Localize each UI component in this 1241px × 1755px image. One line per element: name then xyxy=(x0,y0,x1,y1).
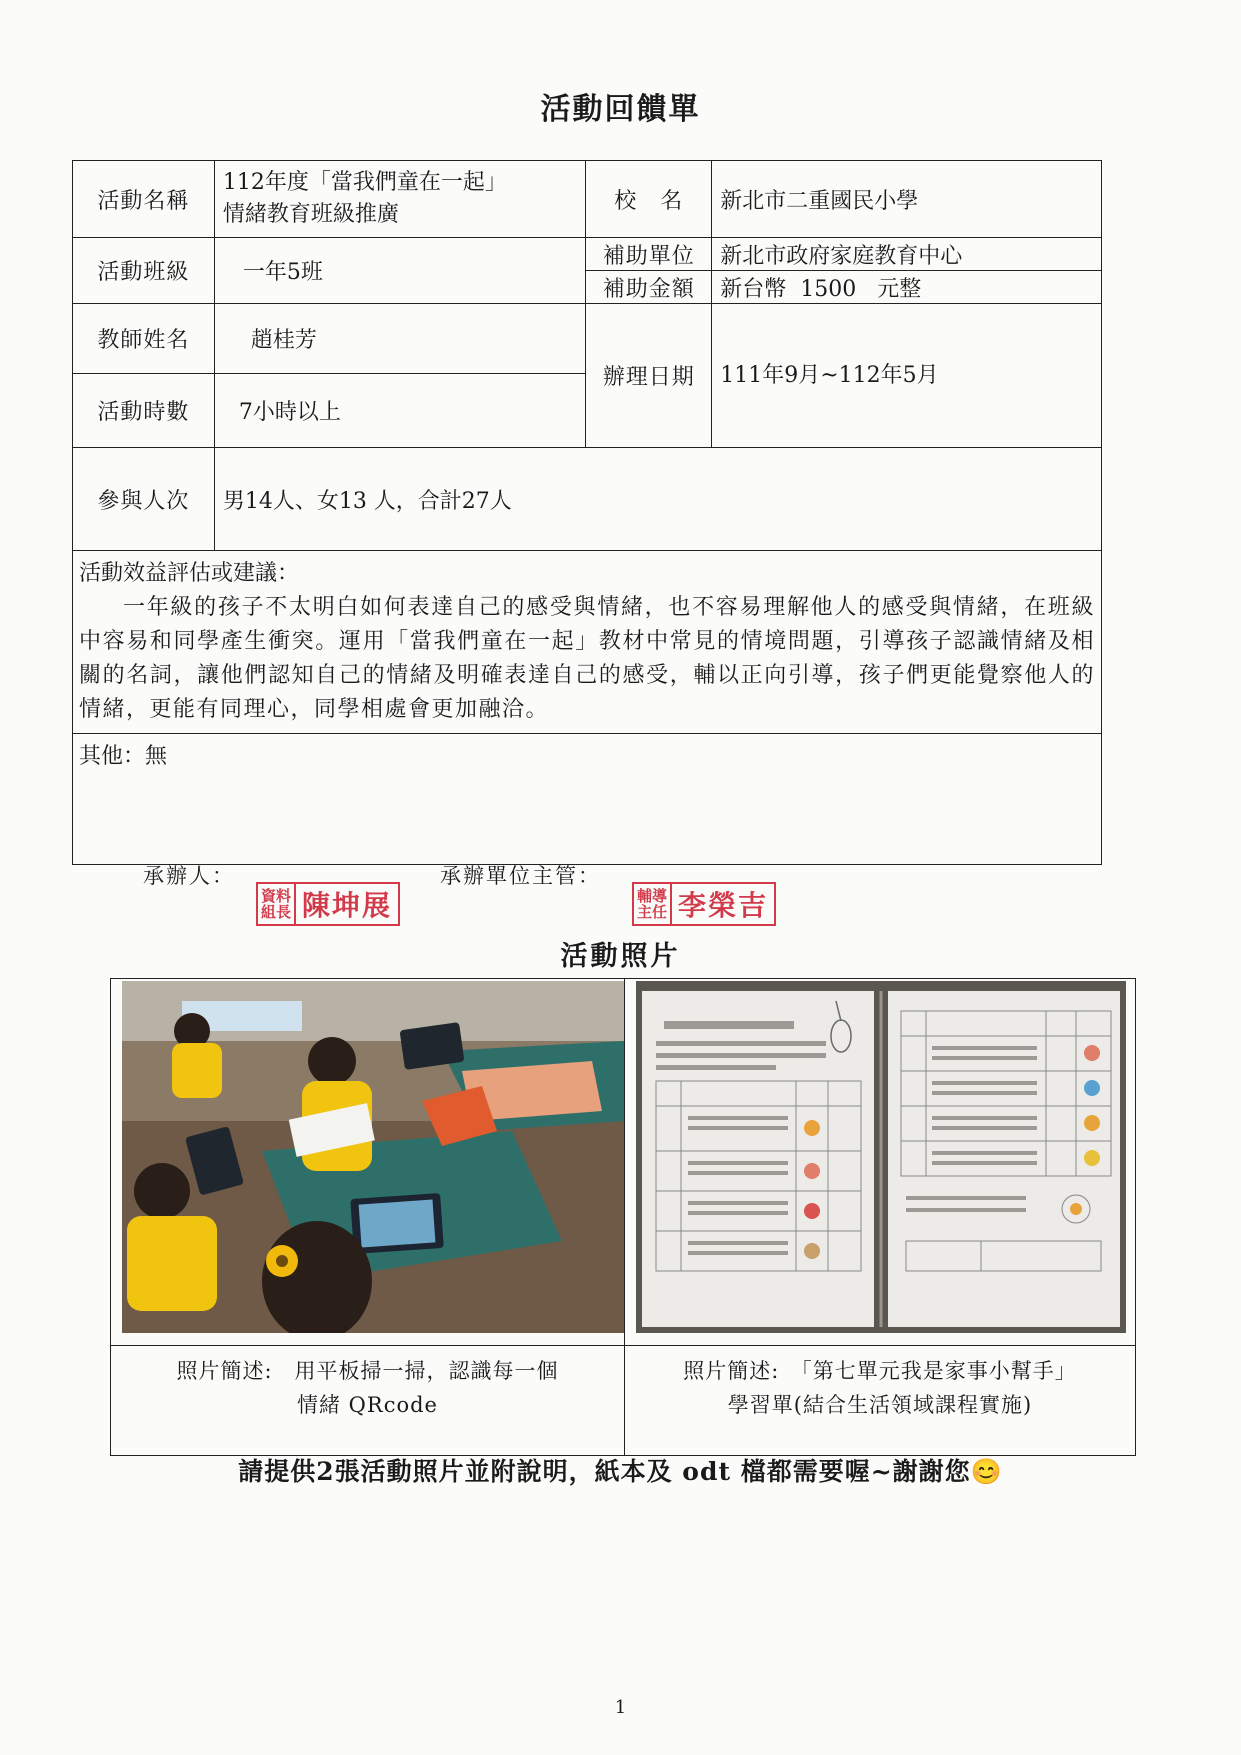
school-label: 校 名 xyxy=(586,161,712,238)
participants-label: 參與人次 xyxy=(73,448,215,551)
stamp1-small-2: 組長 xyxy=(261,903,292,921)
photo-caption-1 xyxy=(111,1346,625,1456)
caption1-line1: 照片簡述: 用平板掃一掃，認識每一個 xyxy=(176,1359,559,1383)
photo-caption-2 xyxy=(625,1346,1136,1456)
handler-label: 承辦人： xyxy=(143,864,235,888)
teacher-value: 趙桂芳 xyxy=(214,304,586,374)
activity-name-line2: 情緒教育班級推廣 xyxy=(222,202,399,227)
stamp1-name: 陳坤展 xyxy=(302,889,393,922)
feedback-form-table xyxy=(72,160,1102,865)
page-title: 活動回饋單 xyxy=(540,92,701,127)
activity-name-label: 活動名稱 xyxy=(73,161,215,238)
stamp2-name: 李榮吉 xyxy=(678,889,769,922)
evaluation-label: 活動效益評估或建議： xyxy=(79,561,300,586)
stamp1-small-1: 資料 xyxy=(261,887,292,905)
hours-value: 7小時以上 xyxy=(214,374,586,448)
sponsor-value: 新北市政府家庭教育中心 xyxy=(712,238,1102,271)
other-label: 其他：無 xyxy=(79,744,168,769)
amount-label: 補助金額 xyxy=(586,271,712,304)
caption2-line1: 照片簡述: 「第七單元我是家事小幫手」 xyxy=(683,1359,1077,1383)
handler-stamp xyxy=(256,882,400,926)
class-value: 一年5班 xyxy=(214,238,586,304)
hours-label: 活動時數 xyxy=(73,374,215,448)
school-value: 新北市二重國民小學 xyxy=(712,161,1102,238)
caption1-line2: 情緒 QRcode xyxy=(297,1393,438,1417)
teacher-label: 教師姓名 xyxy=(73,304,215,374)
date-label: 辦理日期 xyxy=(586,304,712,448)
amount-value: 新台幣 1500 元整 xyxy=(712,271,1102,304)
other-cell xyxy=(73,734,1102,865)
date-value: 111年9月~112年5月 xyxy=(712,304,1102,448)
page-number: 1 xyxy=(614,1697,627,1718)
class-label: 活動班級 xyxy=(73,238,215,304)
stamp2-small-1: 輔導 xyxy=(637,887,668,905)
activity-name-line1: 112年度「當我們童在一起」 xyxy=(222,170,507,195)
photo-cell-2 xyxy=(625,979,1136,1346)
photos-title: 活動照片 xyxy=(560,941,681,972)
caption2-line2: 學習單(結合生活領域課程實施) xyxy=(727,1393,1033,1417)
sponsor-label: 補助單位 xyxy=(586,238,712,271)
activity-name-value xyxy=(214,161,586,238)
worksheet-photo xyxy=(636,981,1126,1333)
photo-cell-1 xyxy=(111,979,625,1346)
supervisor-stamp xyxy=(632,882,776,926)
classroom-tablet-photo xyxy=(122,981,624,1333)
evaluation-cell xyxy=(73,551,1102,734)
evaluation-text: 一年級的孩子不太明白如何表達自己的感受與情緒，也不容易理解他人的感受與情緒，在班級中容易和同學產生衝突。運用「當我們童在一起」教材中常見的情境問題，引導孩子認識情緒及相關的名詞，讓他們認知自己的情緒及明確表達自己的感受，輔以正向引導，孩子們更能覺察他人的情緒，更能有同理心，同學相處會更加融洽。 xyxy=(79,595,1095,722)
participants-value: 男14人、女13 人，合計27人 xyxy=(214,448,1101,551)
stamp2-small-2: 主任 xyxy=(637,903,668,921)
photos-table xyxy=(110,978,1136,1456)
supervisor-label: 承辦單位主管： xyxy=(440,864,601,888)
footnote: 請提供2張活動照片並附說明，紙本及 odt 檔都需要喔~謝謝您😊 xyxy=(238,1457,1003,1486)
